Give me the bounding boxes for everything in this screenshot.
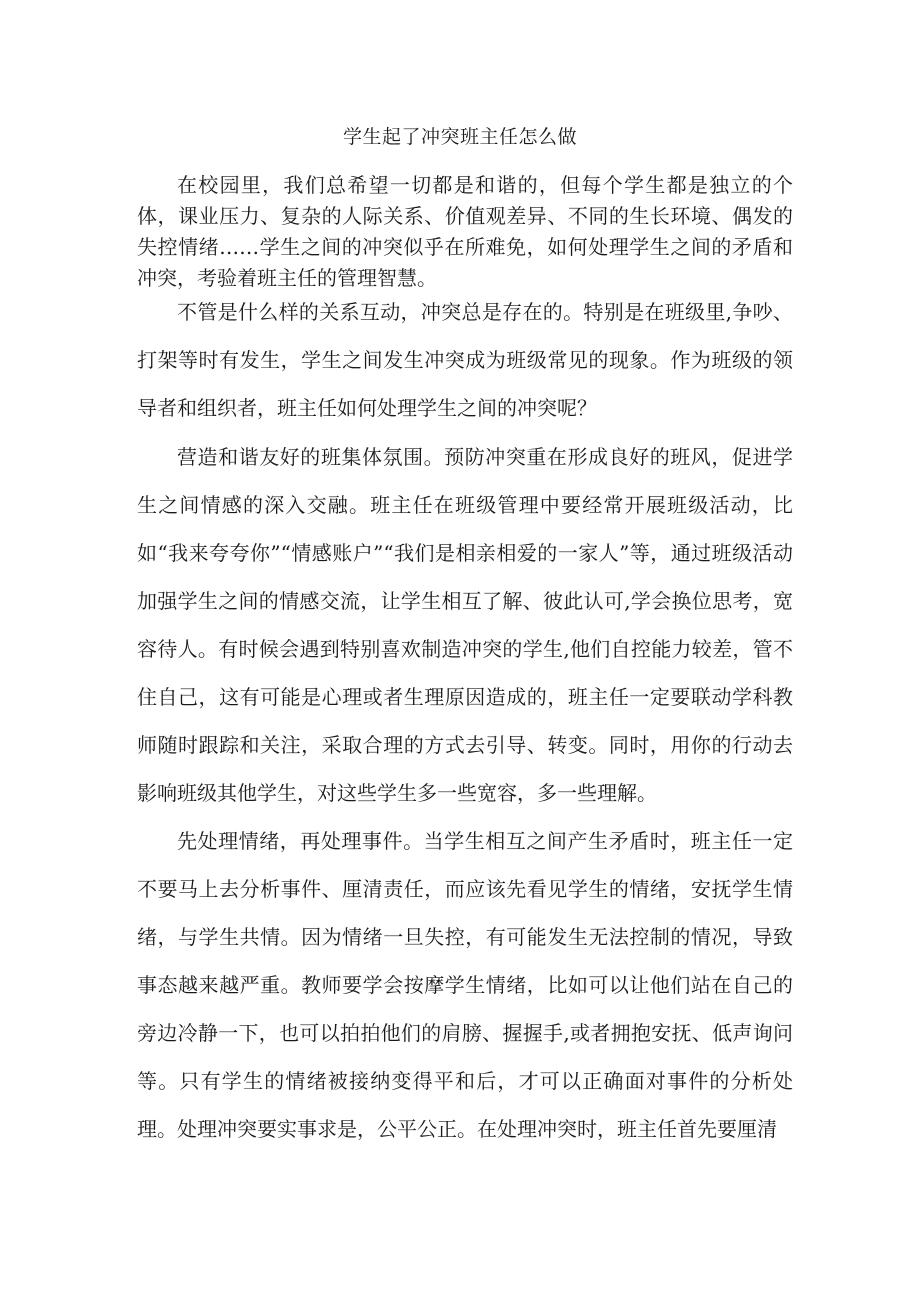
paragraph-handle-emotion: 先处理情绪，再处理事件。当学生相互之间产生矛盾时，班主任一定不要马上去分析事件、厘清责任，而应该先看见学生的情绪，安抚学生情绪，与学生共情。因为情绪一旦失控，有可能发生无法控制的情况，导致事态越来越严重。教师要学会按摩学生情绪，比如可以让他们站在自己的旁边冷静一下，也可以拍拍他们的肩膀、握握手,或者拥抱安抚、低声询问等。只有学生的情绪被接纳变得平和后，才可以正确面对事件的分析处理。 — [137, 829, 793, 1141]
paragraph-conflict-exists: 不管是什么样的关系互动，冲突总是存在的。特别是在班级里,争吵、打架等时有发生，学生之间发生冲突成为班级常见的现象。作为班级的领导者和组织者，班主任如何处理学生之间的冲突呢？ — [137, 300, 793, 420]
paragraph-intro: 在校园里，我们总希望一切都是和谐的，但每个学生都是独立的个体，课业压力、复杂的人际关系、价值观差异、不同的生长环境、偶发的失控情绪……学生之间的冲突似乎在所难免，如何处理学生之间的矛盾和冲突，考验着班主任的管理智慧。 — [137, 173, 793, 290]
paragraph-class-atmosphere: 营造和谐友好的班集体氛围。预防冲突重在形成良好的班风，促进学生之间情感的深入交融。班主任在班级管理中要经常开展班级活动，比如“我来夸夸你”“情感账户”“我们是相亲相爱的一家人”等，通过班级活动加强学生之间的情感交流，让学生相互了解、彼此认可,学会换位思考，宽容待人。有时候会遇到特别喜欢制造冲突的学生,他们自控能力较差，管不住自己，这有可能是心理或者生理原因造成的，班主任一定要联动学科教师随时跟踪和关注，采取合理的方式去引导、转变。同时，用你的行动去影响班级其他学生，对这些学生多一些宽容，多一些理解。 — [137, 445, 793, 805]
document-title: 学生起了冲突班主任怎么做 — [342, 126, 577, 148]
paragraph-fairness: 处理冲突要实事求是，公平公正。在处理冲突时，班主任首先要厘清 — [177, 1117, 777, 1141]
